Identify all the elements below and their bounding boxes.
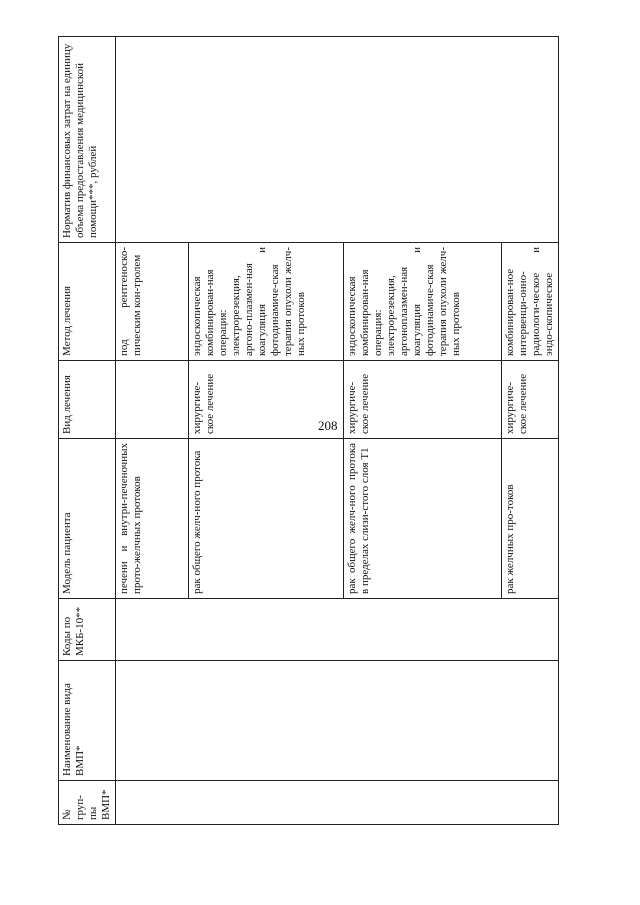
cell-patient-model bbox=[116, 439, 559, 599]
cell-cost-standard bbox=[116, 37, 559, 243]
treatment-table bbox=[58, 36, 559, 825]
patient-model-2: рак общего желч-ного протока bbox=[189, 439, 344, 598]
treatment-type-3: хирургиче-ское лечение bbox=[344, 361, 502, 438]
header-treatment-type: Вид лечения bbox=[59, 361, 116, 439]
treatment-method-4: комбинирован-ное интервенци-онно-радиологи-ческое и эндо-скопическое bbox=[504, 247, 555, 356]
header-vmp-name: Наименование вида ВМП* bbox=[59, 661, 116, 781]
cell-group-number bbox=[116, 781, 559, 825]
treatment-method-2: эндоскопическая комбинирован-ная операция: электрорезекция, аргоно-плазмен-ная коагуляция и фотодинамиче-ская терапия опухоли желч-ных протоков bbox=[189, 243, 344, 360]
patient-model-3: рак общего желч-ного протока в пределах слизи-стого слоя Т1 bbox=[344, 439, 502, 598]
treatment-method-3: эндоскопическая комбинирован-ная операция: электрорезекция, аргоноплазмен-ная коагуляция и фотодинамиче-ская терапия опухоли желч-ных протоков bbox=[344, 243, 502, 360]
cell-treatment-method bbox=[116, 243, 559, 361]
treatment-type-4: хирургиче-ское лечение bbox=[504, 373, 529, 434]
patient-model-4: рак желчных про-токов bbox=[504, 484, 516, 594]
treatment-type-2: хирургиче-ское лечение bbox=[189, 361, 344, 438]
header-patient-model: Модель пациента bbox=[59, 439, 116, 599]
header-treatment-method: Метод лечения bbox=[59, 243, 116, 361]
table-header-row bbox=[59, 37, 116, 825]
cell-icd-codes bbox=[116, 599, 559, 661]
treatment-method-1: под рентгеноско-пическим кон-тролем bbox=[116, 243, 189, 360]
header-cost-standard: Норматив финансовых затрат на единицу объема предоставления медицинской помощи***, рублей bbox=[59, 37, 116, 243]
page-number: 208 bbox=[318, 418, 338, 433]
cell-vmp-name bbox=[116, 661, 559, 781]
treatment-table-container bbox=[58, 37, 558, 825]
cell-treatment-type bbox=[116, 361, 559, 439]
treatment-type-1 bbox=[116, 361, 189, 438]
table-row bbox=[116, 37, 559, 825]
header-group-number: № груп-пы ВМП* bbox=[59, 781, 116, 825]
header-icd-codes: Коды по МКБ-10** bbox=[59, 599, 116, 661]
patient-model-1: печени и внутри-печеночных прото-желчных протоков bbox=[116, 439, 189, 598]
